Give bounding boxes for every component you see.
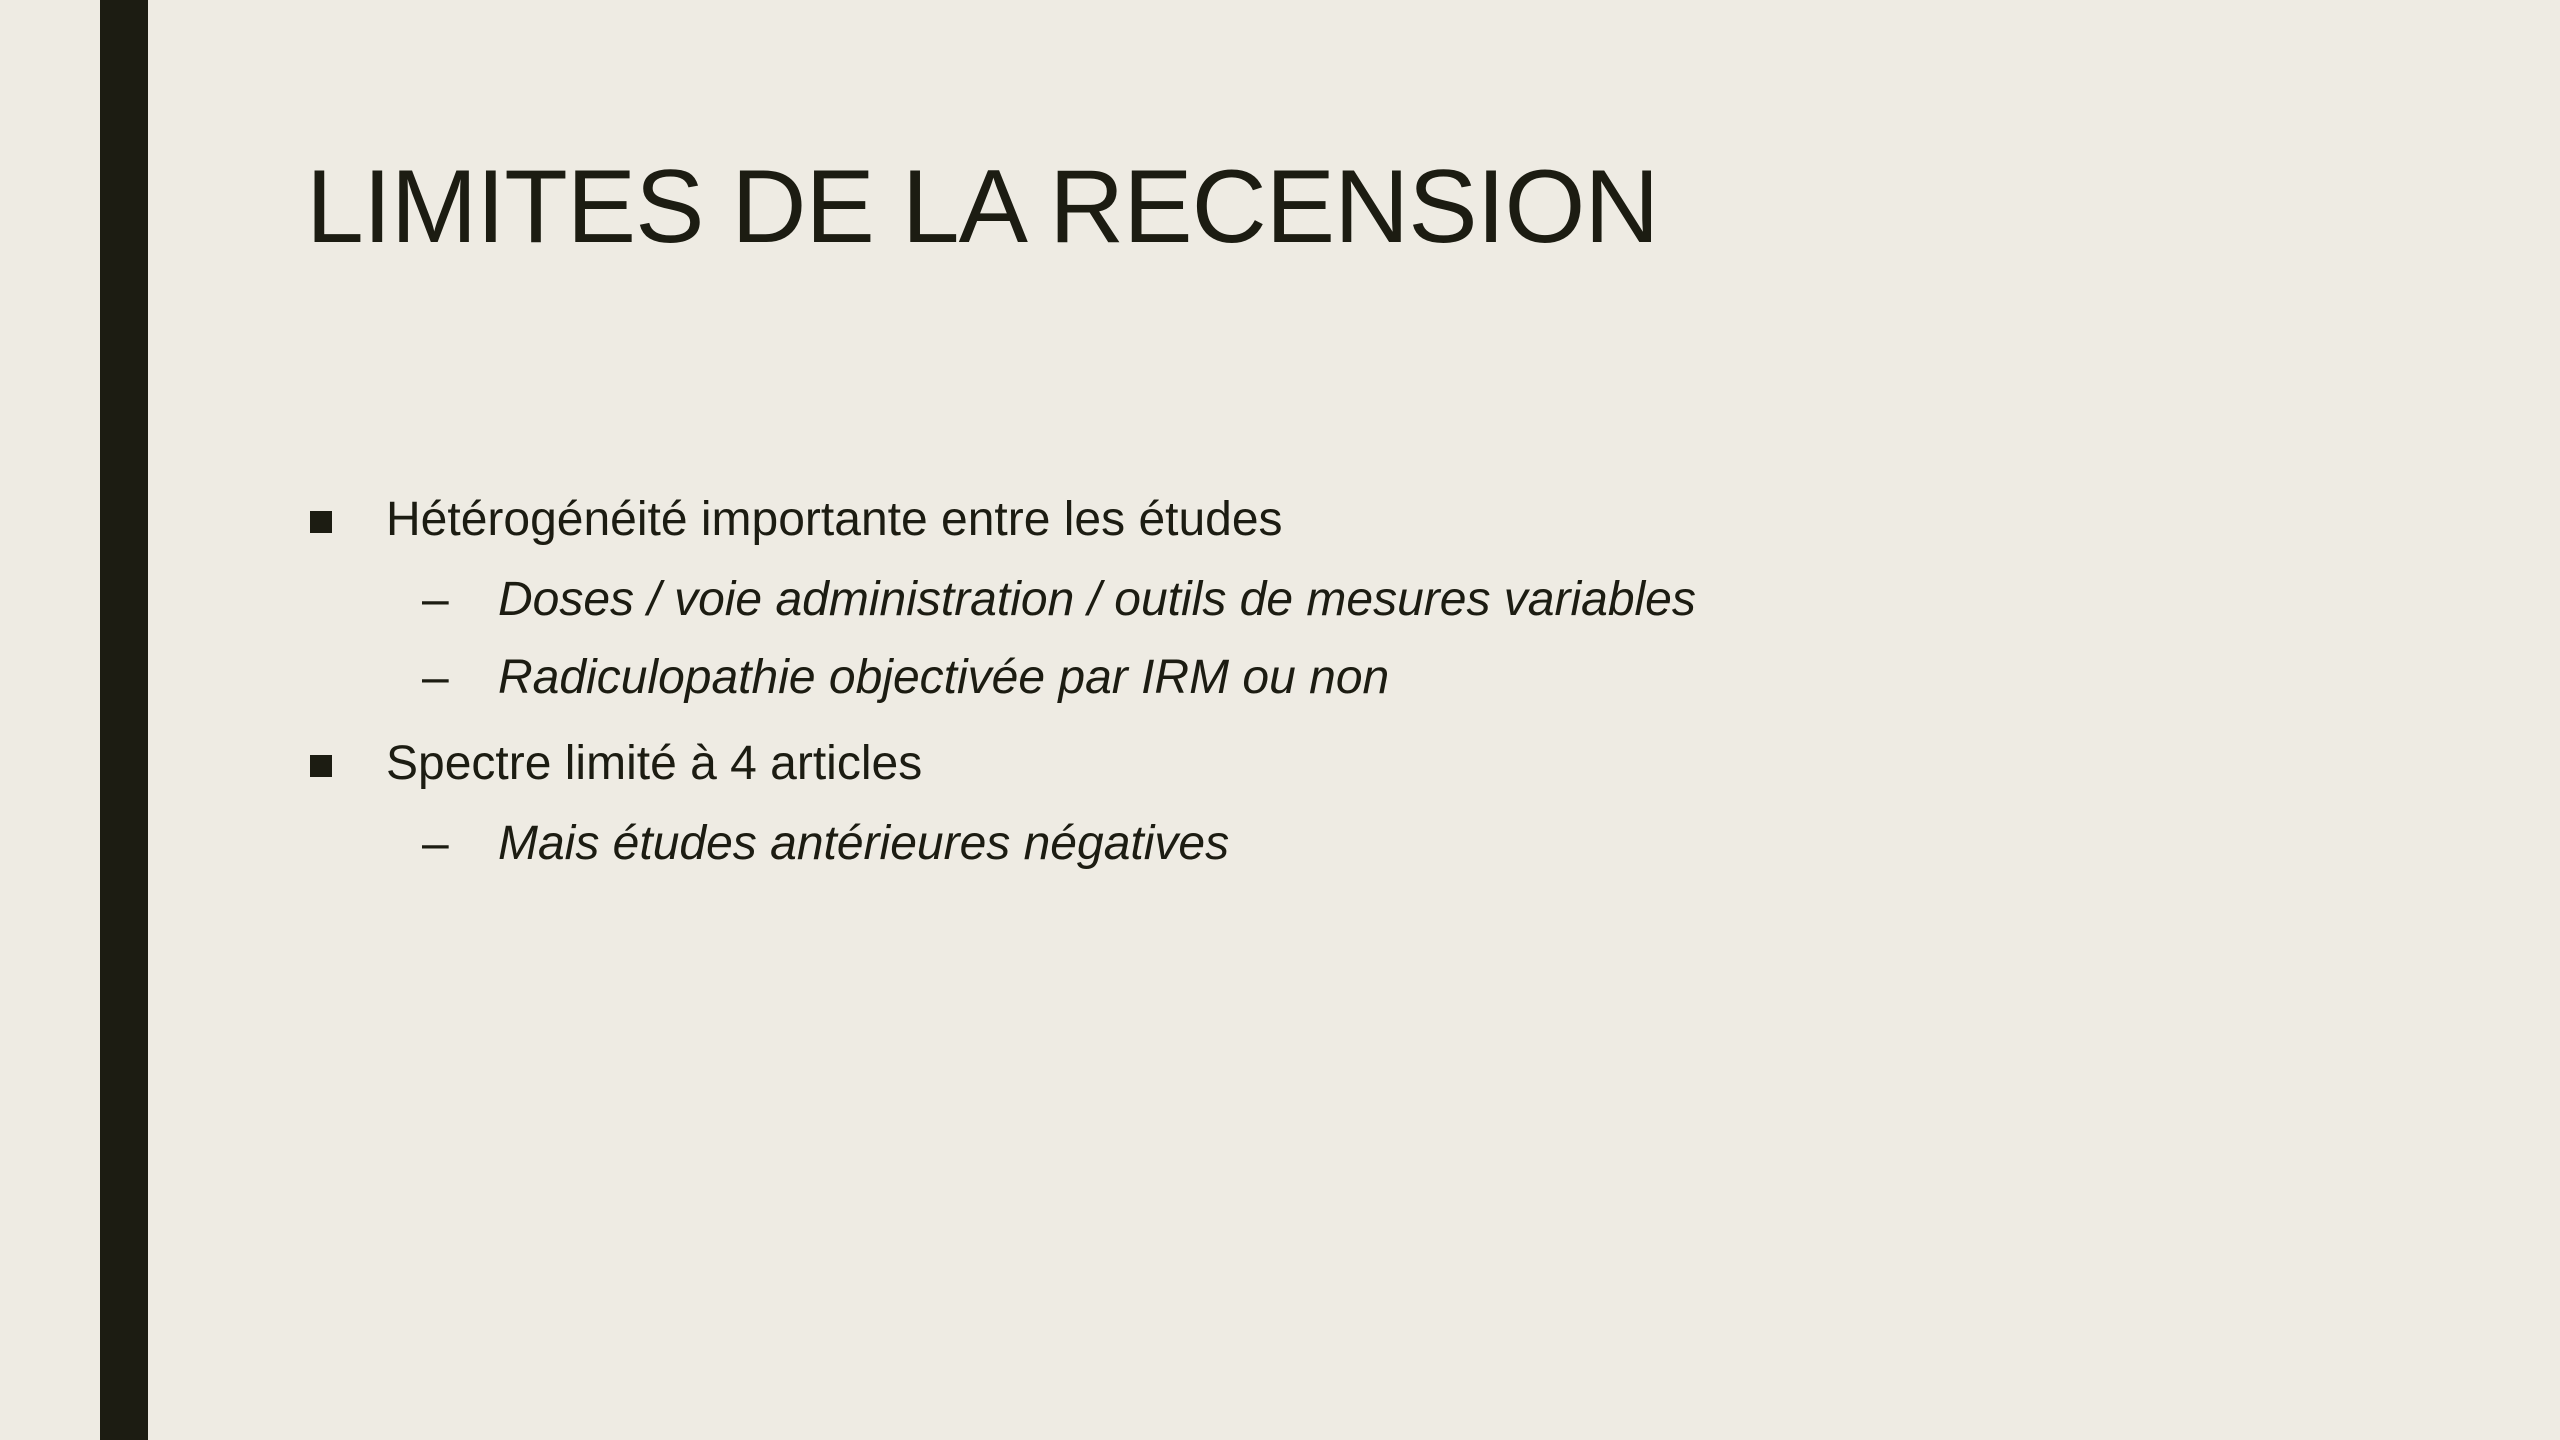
dash-bullet-icon: – [422,573,449,626]
sub-bullet-text: Doses / voie administration / outils de mesures variables [498,573,1696,626]
slide-content [306,486,2406,896]
square-bullet-icon [310,755,332,777]
sub-bullet-text: Mais études antérieures négatives [498,817,1230,870]
sub-bullet-text: Radiculopathie objectivée par IRM ou non [498,651,1390,704]
sub-bullet-item [306,566,2406,634]
accent-bar [100,0,148,1440]
dash-bullet-icon: – [422,817,449,870]
bullet-text: Spectre limité à 4 articles [386,737,923,790]
bullet-group-1 [306,486,2406,712]
sub-bullet-item [306,810,2406,878]
dash-bullet-icon: – [422,651,449,704]
sub-bullet-item [306,644,2406,712]
bullet-item [306,486,2406,554]
slide-title: LIMITES DE LA RECENSION [306,149,1659,265]
bullet-group-2 [306,730,2406,878]
square-bullet-icon [310,511,332,533]
bullet-text: Hétérogénéité importante entre les études [386,493,1283,546]
bullet-item [306,730,2406,798]
